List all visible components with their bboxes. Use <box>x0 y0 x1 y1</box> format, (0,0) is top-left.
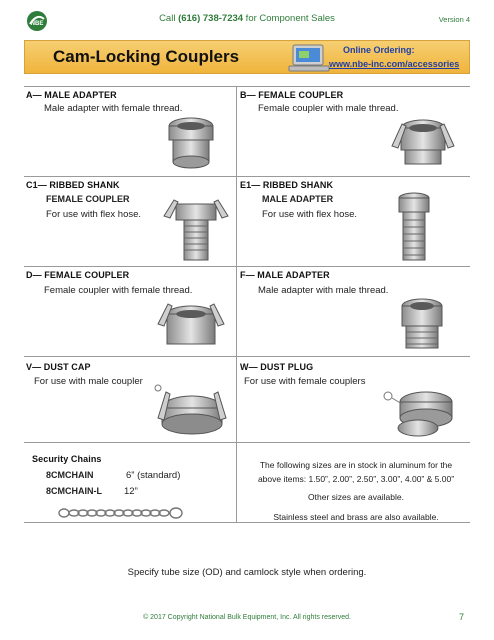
cell-v-title: V— DUST CAP <box>26 362 91 372</box>
cell-b-title: B— FEMALE COUPLER <box>240 90 344 100</box>
svg-text:NBE: NBE <box>30 21 44 27</box>
chain-length: 6” (standard) <box>126 470 181 481</box>
version-label: Version 4 <box>438 15 470 24</box>
ribbed-shank-female-coupler-photo <box>160 198 232 264</box>
page-title: Cam-Locking Couplers <box>53 47 240 66</box>
cell-a-title: A— MALE ADAPTER <box>26 90 117 100</box>
cell-e1-title: E1— RIBBED SHANK <box>240 180 334 190</box>
stock-sizes-line: The following sizes are in stock in aluminum for the <box>259 460 453 470</box>
female-coupler-photo <box>388 116 458 174</box>
grid-divider <box>24 266 470 267</box>
page-number: 7 <box>458 612 464 622</box>
grid-divider <box>24 176 470 177</box>
chain-length: 12” <box>124 486 138 497</box>
dust-plug-photo <box>378 380 464 440</box>
online-ordering-label: Online Ordering: <box>343 45 415 55</box>
grid-divider-vertical <box>236 86 237 522</box>
cell-f-title: F— MALE ADAPTER <box>240 270 330 280</box>
cell-c1-subtitle: FEMALE COUPLER <box>46 194 130 204</box>
other-sizes-note: Other sizes are available. <box>308 492 404 502</box>
grid-divider <box>24 522 470 523</box>
security-chains-title: Security Chains <box>32 454 102 464</box>
cell-c1-title: C1— RIBBED SHANK <box>26 180 120 190</box>
cell-w-title: W— DUST PLUG <box>240 362 314 372</box>
cell-d-title: D— FEMALE COUPLER <box>26 270 130 280</box>
title-banner <box>24 40 470 74</box>
male-adapter-male-thread-photo <box>396 296 448 354</box>
female-coupler-female-thread-photo <box>156 302 226 354</box>
computer-icon <box>287 44 331 72</box>
grid-divider <box>24 86 470 87</box>
grid-divider <box>24 442 470 443</box>
male-adapter-photo <box>160 112 222 174</box>
copyright: © 2017 Copyright National Bulk Equipment, Inc. All rights reserved. <box>143 614 351 621</box>
grid-divider <box>24 356 470 357</box>
cell-d-desc: Female coupler with female thread. <box>44 285 193 296</box>
materials-note: Stainless steel and brass are also available. <box>273 512 439 522</box>
cell-v-desc: For use with male coupler <box>34 376 143 387</box>
chain-code: 8CMCHAIN <box>46 470 94 480</box>
cell-e1-desc: For use with flex hose. <box>262 209 358 220</box>
sales-phone-line: Call (616) 738-7234 for Component Sales <box>159 13 335 24</box>
cell-w-desc: For use with female couplers <box>244 376 366 387</box>
cell-e1-subtitle: MALE ADAPTER <box>262 194 334 204</box>
cell-a-desc: Male adapter with female thread. <box>44 103 183 114</box>
online-ordering-link[interactable]: www.nbe-inc.com/accessories <box>329 59 460 69</box>
stock-sizes-line: above items: 1.50”, 2.00”, 2.50”, 3.00”, 4.00” & 5.00” <box>257 474 455 484</box>
ordering-note: Specify tube size (OD) and camlock style when ordering. <box>127 567 367 578</box>
security-chain-photo <box>58 506 184 520</box>
sales-phone-number: (616) 738-7234 <box>178 13 244 24</box>
cell-f-desc: Male adapter with male thread. <box>258 285 389 296</box>
chain-code: 8CMCHAIN-L <box>46 486 102 496</box>
ribbed-shank-male-adapter-photo <box>396 190 432 264</box>
cell-c1-desc: For use with flex hose. <box>46 209 142 220</box>
dust-cap-photo <box>152 378 232 440</box>
cell-b-desc: Female coupler with male thread. <box>258 103 399 114</box>
